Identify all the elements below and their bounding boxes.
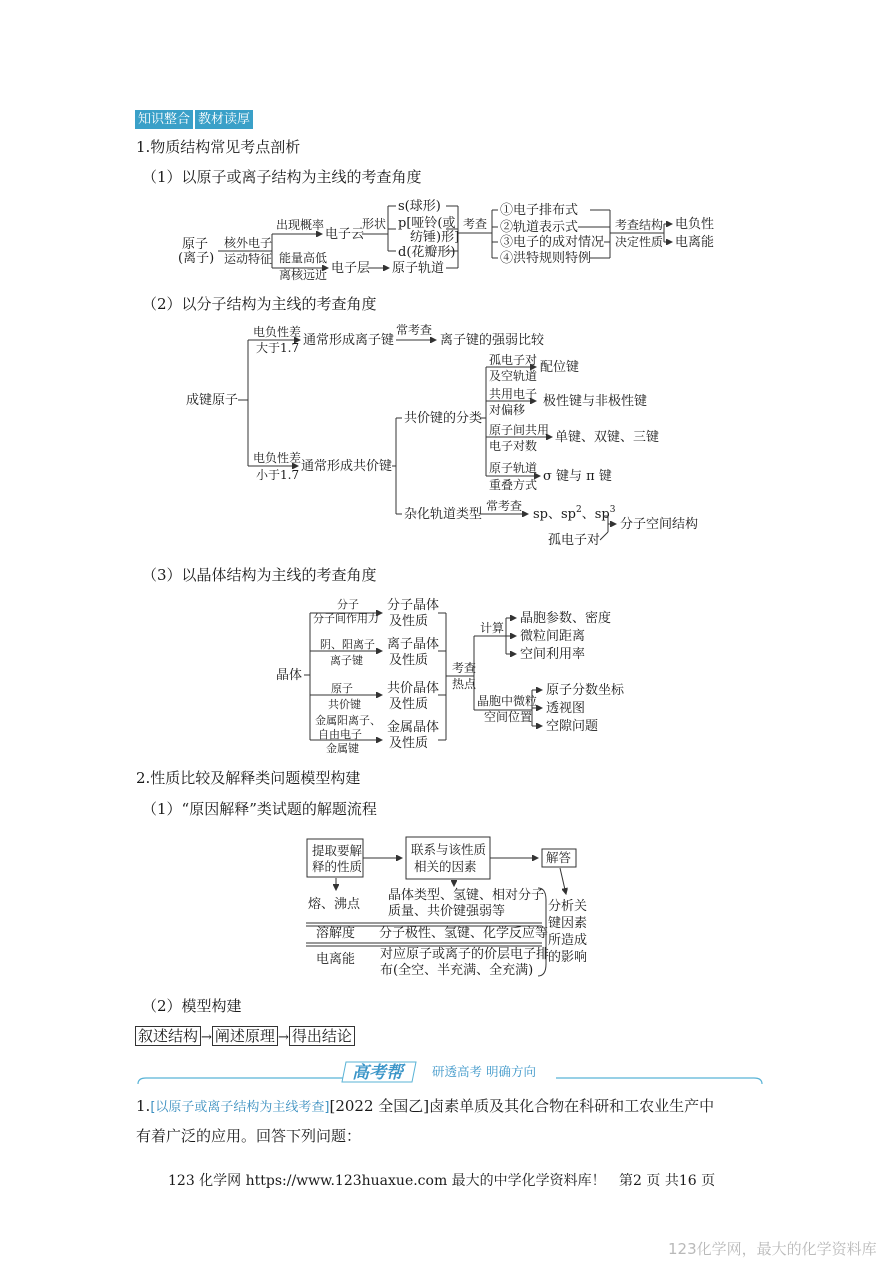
d1-cloud: 电子云: [325, 227, 365, 242]
section-1-sub2: （2）以分子结构为主线的考查角度: [142, 295, 377, 313]
d3-k1: 晶胞参数、密度: [520, 611, 612, 626]
d2-lone: 孤电子对: [548, 533, 601, 548]
d3-r1b: 分子间作用力: [313, 612, 379, 625]
d3-r4d: 金属晶体: [387, 720, 440, 735]
d1-s: s(球形): [398, 199, 441, 214]
d3-root: 晶体: [276, 668, 303, 683]
d2-c2b: 对偏移: [489, 403, 526, 417]
section-1-title: 1.物质结构常见考点剖析: [136, 138, 301, 156]
model-flow: [135, 1025, 355, 1046]
d4-r1l: 熔、沸点: [308, 897, 361, 912]
d3-p3: 空隙问题: [546, 719, 599, 734]
d1-exam: 考查: [463, 217, 488, 231]
d4-r2a: 分子极性、氢键、化学反应等: [379, 926, 549, 941]
d1-orbital: 原子轨道: [392, 261, 445, 276]
d3-k2: 微粒间距离: [520, 629, 586, 644]
d4-r2l: 溶解度: [316, 926, 356, 941]
question-tag: [以原子或离子结构为主线考查]: [150, 1100, 330, 1115]
d3-r1c: 分子晶体: [387, 598, 440, 613]
d4-r3a: 对应原子或离子的价层电子排: [380, 947, 550, 962]
question-source: [2022 全国乙]: [329, 1097, 430, 1115]
d2-c2a: 共用电子: [489, 387, 538, 401]
watermark: 123化学网，最大的化学资料库: [668, 1240, 877, 1258]
d1-motion2: 运动特征: [224, 252, 273, 266]
d4-r1a: 晶体类型、氢键、相对分子: [388, 888, 545, 903]
section-2-title: 2.性质比较及解释类问题模型构建: [136, 769, 361, 787]
d1-item1: ①电子排布式: [500, 203, 579, 218]
d2-lt1: 电负性差: [253, 451, 302, 465]
model-step-1: 叙述结构: [135, 1026, 201, 1046]
section-2-sub1: （1）“原因解释”类试题的解题流程: [142, 800, 377, 818]
d3-r4b: 自由电子: [318, 728, 362, 741]
d4-r1b: 质量、共价键强弱等: [388, 904, 506, 919]
d2-c3r: 单键、双键、三键: [555, 430, 660, 445]
d4-r3b: 布(全空、半充满、全充满): [380, 963, 534, 978]
d4-s3: 所造成: [548, 933, 588, 948]
d3-r4a: 金属阳离子、: [315, 714, 381, 727]
d2-ionic: 通常形成离子键: [303, 333, 395, 348]
d3-r1a: 分子: [337, 598, 359, 611]
d2-c3b: 电子对数: [489, 439, 538, 453]
d2-spatial: 分子空间结构: [620, 517, 699, 532]
question-number: 1.: [136, 1097, 151, 1115]
d1-distance: 离核远近: [279, 268, 328, 282]
d3-pos2: 空间位置: [484, 710, 533, 724]
d2-lt2: 小于1.7: [256, 468, 300, 482]
d2-ionic-cmp: 离子键的强弱比较: [440, 333, 545, 348]
d3-r2c: 离子晶体: [387, 637, 440, 652]
d1-layer: 电子层: [331, 261, 371, 276]
d1-kc1: 考查结构: [615, 218, 664, 232]
d2-sp: sp、$sp^2$、$sp^3$: [533, 505, 616, 522]
d4-r3l: 电离能: [316, 952, 356, 967]
d4-b2a: 联系与该性质: [411, 842, 487, 857]
question-line2: 有着广泛的应用。回答下列问题：: [136, 1127, 362, 1145]
d4-b1a: 提取要解: [312, 843, 363, 858]
d3-r4c: 金属键: [326, 742, 359, 755]
d1-motion1: 核外电子: [224, 236, 273, 250]
d3-p2: 透视图: [546, 701, 586, 716]
d2-cov-class: 共价键的分类: [404, 411, 483, 426]
gaokao-slogan: 研透高考 明确方向: [432, 1064, 536, 1079]
d3-r2a: 阴、阳离子: [320, 638, 375, 651]
d2-c3a: 原子间共用: [489, 423, 550, 437]
d1-p2: 纺锤)形]: [410, 230, 460, 245]
d4-s4: 的影响: [548, 950, 588, 965]
tag-textbook: 教材读厚: [195, 110, 253, 129]
d3-r2d: 及性质: [389, 653, 429, 668]
d1-prob: 出现概率: [276, 218, 325, 232]
d2-covalent: 通常形成共价键: [301, 459, 393, 474]
d1-kc2: 决定性质: [615, 235, 664, 249]
d2-often2: 常考查: [486, 499, 523, 513]
model-step-3: 得出结论: [289, 1026, 355, 1046]
model-arrow-1: →: [201, 1030, 212, 1045]
d1-en: 电负性: [675, 217, 715, 232]
d3-r3d: 及性质: [389, 697, 429, 712]
d2-c4r: σ 键与 π 键: [543, 469, 612, 484]
d1-d: d(花瓣形): [398, 245, 456, 260]
d3-r3b: 共价键: [328, 698, 361, 711]
section-1-sub1: （1）以原子或离子结构为主线的考查角度: [142, 168, 422, 186]
d4-b1b: 释的性质: [312, 859, 363, 874]
d2-c2r: 极性键与非极性键: [543, 394, 648, 409]
section-2-sub2: （2）模型构建: [142, 997, 242, 1015]
d2-hybrid: 杂化轨道类型: [404, 507, 483, 522]
d1-p1: p[哑铃(或: [398, 216, 456, 231]
question-1: [136, 1091, 714, 1123]
d1-item3: ③电子的成对情况: [500, 235, 605, 250]
d3-r3c: 共价晶体: [387, 681, 440, 696]
section-1-sub3: （3）以晶体结构为主线的考查角度: [142, 566, 377, 584]
d2-c1r: 配位键: [540, 360, 580, 375]
d1-ie: 电离能: [675, 235, 715, 250]
d1-shape: 形状: [362, 217, 387, 231]
question-line1: 卤素单质及其化合物在科研和工农业生产中: [429, 1097, 715, 1115]
gaokao-banner: [136, 1058, 764, 1086]
d2-gt1: 电负性差: [253, 325, 302, 339]
d3-hot2: 热点: [452, 677, 477, 691]
d3-k3: 空间利用率: [520, 647, 586, 662]
d3-r1d: 及性质: [389, 614, 429, 629]
d4-b2b: 相关的因素: [414, 859, 477, 874]
tag-knowledge: 知识整合: [135, 110, 193, 129]
d2-root: 成键原子: [186, 393, 239, 408]
d1-item2: ②轨道表示式: [500, 220, 579, 235]
d3-r4e: 及性质: [389, 736, 429, 751]
d3-p1: 原子分数坐标: [546, 683, 625, 698]
d2-c4a: 原子轨道: [489, 461, 538, 475]
d1-ion: (离子): [178, 251, 215, 266]
page-footer: 123 化学网 https://www.123huaxue.com 最大的中学化学资料库！ 第2 页 共16 页: [168, 1173, 716, 1189]
d1-energy: 能量高低: [279, 251, 328, 265]
d2-often: 常考查: [396, 323, 433, 337]
d3-calc: 计算: [480, 621, 505, 635]
gaokao-title: 高考帮: [352, 1063, 403, 1083]
d3-r3a: 原子: [331, 682, 353, 695]
d2-c1b: 及空轨道: [489, 369, 538, 383]
d2-gt2: 大于1.7: [256, 341, 300, 355]
model-arrow-2: →: [277, 1030, 289, 1045]
d4-s1: 分析关: [548, 899, 588, 914]
d2-c1a: 孤电子对: [489, 353, 538, 367]
d4-b3: 解答: [546, 850, 572, 865]
d3-r2b: 离子键: [330, 654, 363, 667]
d4-s2: 键因素: [548, 916, 588, 931]
d1-item4: ④洪特规则特例: [500, 251, 592, 266]
d2-c4b: 重叠方式: [489, 478, 538, 492]
d1-atom: 原子: [182, 237, 209, 252]
d3-pos1: 晶胞中微粒: [477, 694, 538, 708]
d3-hot1: 考查: [452, 661, 477, 675]
model-step-2: 阐述原理: [212, 1026, 278, 1046]
